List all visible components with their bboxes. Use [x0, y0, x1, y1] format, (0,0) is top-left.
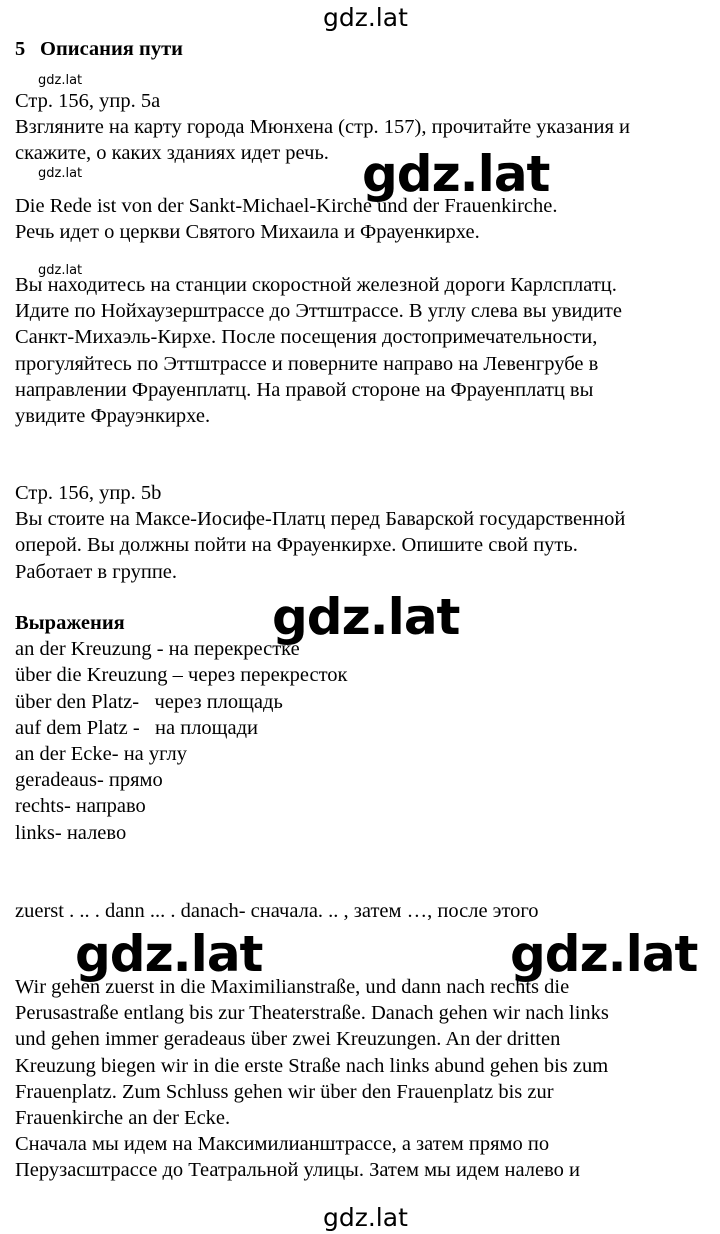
task-5a-instruction-line: скажите, о каких зданиях идет речь. — [15, 142, 329, 165]
text-line: Вы находитесь на станции скоростной железной дороги Карлсплатц. — [15, 274, 617, 296]
watermark-big-1: gdz.lat — [362, 145, 550, 203]
watermark-tiny-2: gdz.lat — [38, 166, 83, 181]
watermark-big-2: gdz.lat — [272, 588, 460, 646]
expression-item: an der Ecke- на углу — [15, 743, 187, 766]
expression-item: links- налево — [15, 821, 127, 844]
section-heading — [15, 36, 183, 62]
answer-russian: Речь идет о церкви Святого Михаила и Фрауенкирхе. — [15, 221, 480, 244]
task-5b-instruction-line: Работает в группе. — [15, 560, 178, 583]
text-line: увидите Фрауэнкирхе. — [15, 405, 211, 428]
answer-german: Die Rede ist von der Sankt-Michael-Kirche und der Frauenkirche. — [15, 195, 558, 217]
expression-item: an der Kreuzung - на перекрестке — [15, 638, 300, 661]
watermark-big-3: gdz.lat — [75, 925, 263, 983]
task-5a-text — [15, 272, 622, 429]
task-5b-block — [15, 480, 625, 585]
task-5b-ref: Стр. 156, упр. 5b — [15, 482, 162, 504]
text-line: und gehen immer geradeaus über zwei Kreuzungen. An der dritten — [15, 1028, 561, 1051]
text-line: Wir gehen zuerst in die Maximilianstraße, und dann nach rechts die — [15, 976, 570, 998]
expression-item: über den Platz- через площадь — [15, 690, 283, 713]
expression-item: geradeaus- прямо — [15, 769, 163, 792]
watermark-big-4: gdz.lat — [510, 925, 698, 983]
text-line: Frauenplatz. Zum Schluss gehen wir über den Frauenplatz bis zur — [15, 1080, 554, 1103]
expression-item: über die Kreuzung – через перекресток — [15, 664, 348, 687]
expressions-title: Выражения — [15, 612, 125, 634]
expression-item: rechts- направо — [15, 795, 146, 818]
task-5a-answer — [15, 193, 558, 245]
expression-item: auf dem Platz - на площади — [15, 716, 258, 739]
text-line: Идите по Нойхаузерштрассе до Эттштрассе. В углу слева вы увидите — [15, 300, 622, 323]
sequence-expression: zuerst . .. . dann ... . danach- сначала. .. , затем …, после этого — [15, 900, 539, 922]
text-line: Санкт-Михаэль-Кирхе. После посещения достопримечательности, — [15, 326, 598, 349]
task-5b-instruction-line: Вы стоите на Максе-Иосифе-Платц перед Баварской государственной — [15, 508, 626, 531]
text-line: Перузасштрассе до Театральной улицы. Затем мы идем налево и — [15, 1159, 581, 1182]
task-5a-ref: Стр. 156, упр. 5а — [15, 90, 161, 112]
section-title: Описания пути — [40, 38, 183, 60]
text-line: прогуляйтесь по Эттштрассе и поверните направо на Левенгрубе в — [15, 352, 599, 375]
text-line: Perusastraße entlang bis zur Theaterstraße. Danach gehen wir nach links — [15, 1002, 609, 1025]
text-line: Frauenkirche an der Ecke. — [15, 1107, 231, 1130]
text-line: Сначала мы идем на Максимилианштрассе, а затем прямо по — [15, 1133, 550, 1156]
task-5b-instruction-line: оперой. Вы должны пойти на Фрауенкирхе. Опишите свой путь. — [15, 534, 578, 557]
text-line: направлении Фрауенплатц. На правой стороне на Фрауенплатц вы — [15, 378, 594, 401]
watermark-bottom: gdz.lat — [323, 1203, 408, 1232]
expressions-block — [15, 610, 348, 846]
section-number: 5 — [15, 38, 26, 60]
watermark-tiny-3: gdz.lat — [38, 263, 83, 278]
text-line: Kreuzung biegen wir in die erste Straße nach links abund gehen bis zum — [15, 1054, 609, 1077]
answer-5b-german — [15, 974, 609, 1184]
watermark-top: gdz.lat — [323, 3, 408, 32]
task-5a-instruction-line: Взгляните на карту города Мюнхена (стр. 157), прочитайте указания и — [15, 116, 630, 139]
watermark-tiny-1: gdz.lat — [38, 73, 83, 88]
